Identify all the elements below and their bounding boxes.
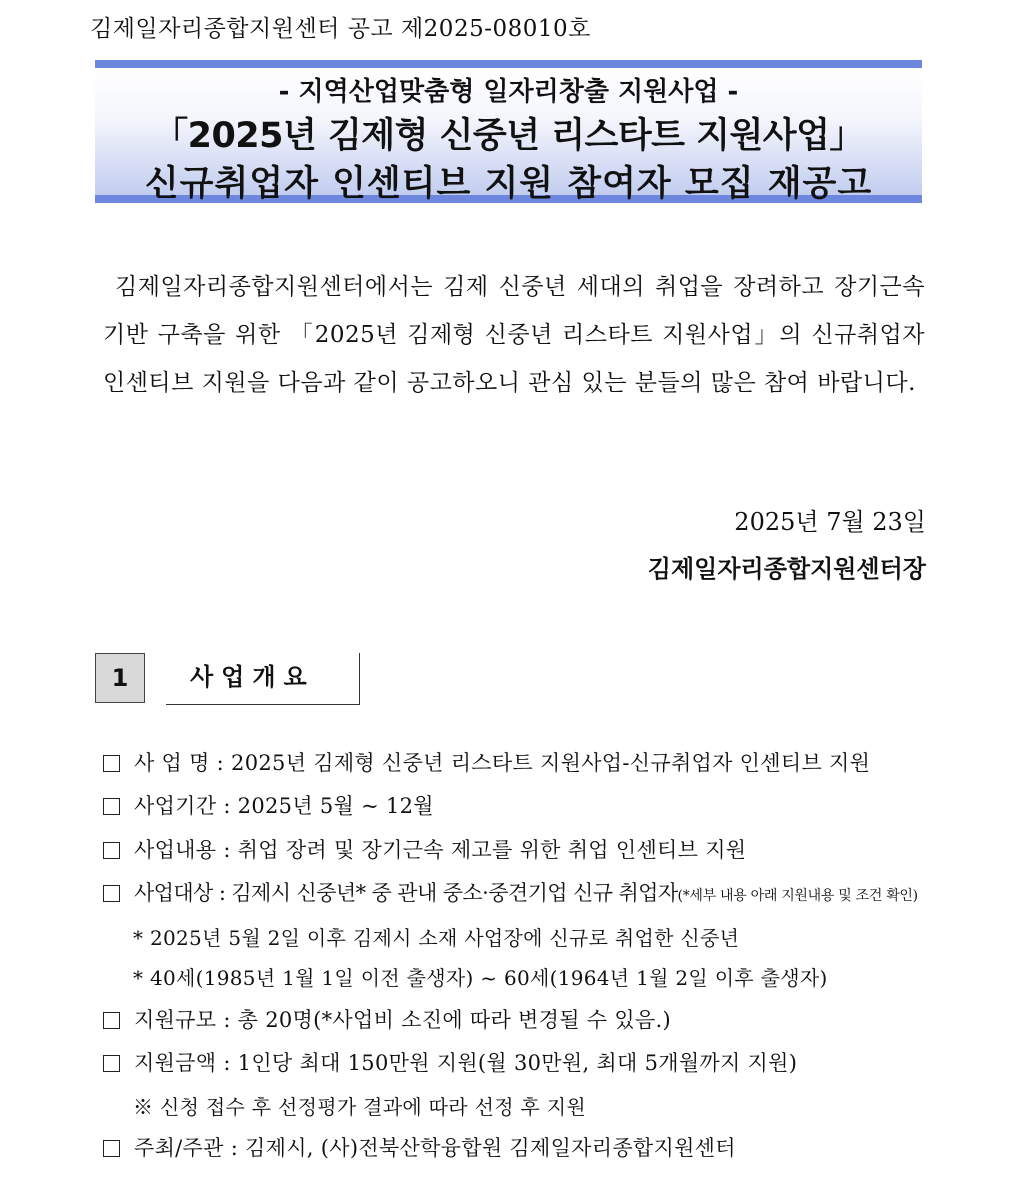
item-project-period (103, 790, 434, 820)
item-label: 사 업 명 : (134, 751, 232, 775)
item-label: 사업기간 : (134, 794, 238, 818)
title-subtitle: - 지역산업맞춤형 일자리창출 지원사업 - (278, 77, 739, 107)
target-detail-1: * 2025년 5월 2일 이후 김제시 소재 사업장에 신규로 취업한 신중년 (133, 926, 740, 950)
amount-note: ※ 신청 접수 후 선정평가 결과에 따라 선정 후 지원 (133, 1095, 586, 1119)
title-line-2: 신규취업자 인센티브 지원 참여자 모집 재공고 (144, 164, 873, 204)
signer: 김제일자리종합지원센터장 (647, 555, 926, 583)
item-text: 총 20명(*사업비 소진에 따라 변경될 수 있음.) (237, 1008, 671, 1032)
item-label: 사업대상 : (134, 881, 232, 905)
checkbox-square-icon (103, 798, 120, 815)
checkbox-square-icon (103, 1055, 120, 1072)
item-text: 2025년 5월 ~ 12월 (237, 794, 434, 818)
item-text: 김제시, (사)전북산학융합원 김제일자리종합지원센터 (245, 1136, 736, 1160)
item-text: 1인당 최대 150만원 지원(월 30만원, 최대 5개월까지 지원) (237, 1051, 798, 1075)
item-support-scale (103, 1004, 671, 1034)
title-banner (95, 60, 922, 203)
checkbox-square-icon (103, 885, 120, 902)
item-note: (*세부 내용 아래 지원내용 및 조건 확인) (677, 888, 918, 904)
item-text: 김제시 신중년* 중 관내 중소·중견기업 신규 취업자 (231, 881, 678, 905)
notice-number: 김제일자리종합지원센터 공고 제2025-08010호 (90, 16, 591, 42)
item-organizer (103, 1132, 736, 1162)
section-number: 1 (95, 653, 145, 703)
checkbox-square-icon (103, 1140, 120, 1157)
title-line-1: 「2025년 김제형 신중년 리스타트 지원사업」 (153, 116, 864, 156)
item-text: 취업 장려 및 장기근속 제고를 위한 취업 인센티브 지원 (237, 838, 747, 862)
item-project-name (103, 747, 870, 777)
checkbox-square-icon (103, 1012, 120, 1029)
intro-paragraph: 김제일자리종합지원센터에서는 김제 신중년 세대의 취업을 장려하고 장기근속 기반 구축을 위한 「2025년 김제형 신중년 리스타트 지원사업」의 신규취업자 인센티브 지원을 다음과 같이 공고하오니 관심 있는 분들의 많은 참여 바랍니다. (103, 274, 925, 396)
checkbox-square-icon (103, 755, 120, 772)
item-label: 사업내용 : (134, 838, 238, 862)
target-detail-2: * 40세(1985년 1월 1일 이전 출생자) ~ 60세(1964년 1월 2일 이후 출생자) (133, 966, 828, 990)
announcement-date: 2025년 7월 23일 (734, 508, 926, 536)
section-title: 사업개요 (166, 653, 360, 705)
item-label: 주최/주관 : (134, 1136, 246, 1160)
item-text: 2025년 김제형 신중년 리스타트 지원사업-신규취업자 인센티브 지원 (231, 751, 871, 775)
checkbox-square-icon (103, 842, 120, 859)
item-support-amount (103, 1047, 797, 1077)
item-label: 지원금액 : (134, 1051, 238, 1075)
item-label: 지원규모 : (134, 1008, 238, 1032)
item-project-target (103, 877, 918, 907)
item-project-content (103, 834, 746, 864)
